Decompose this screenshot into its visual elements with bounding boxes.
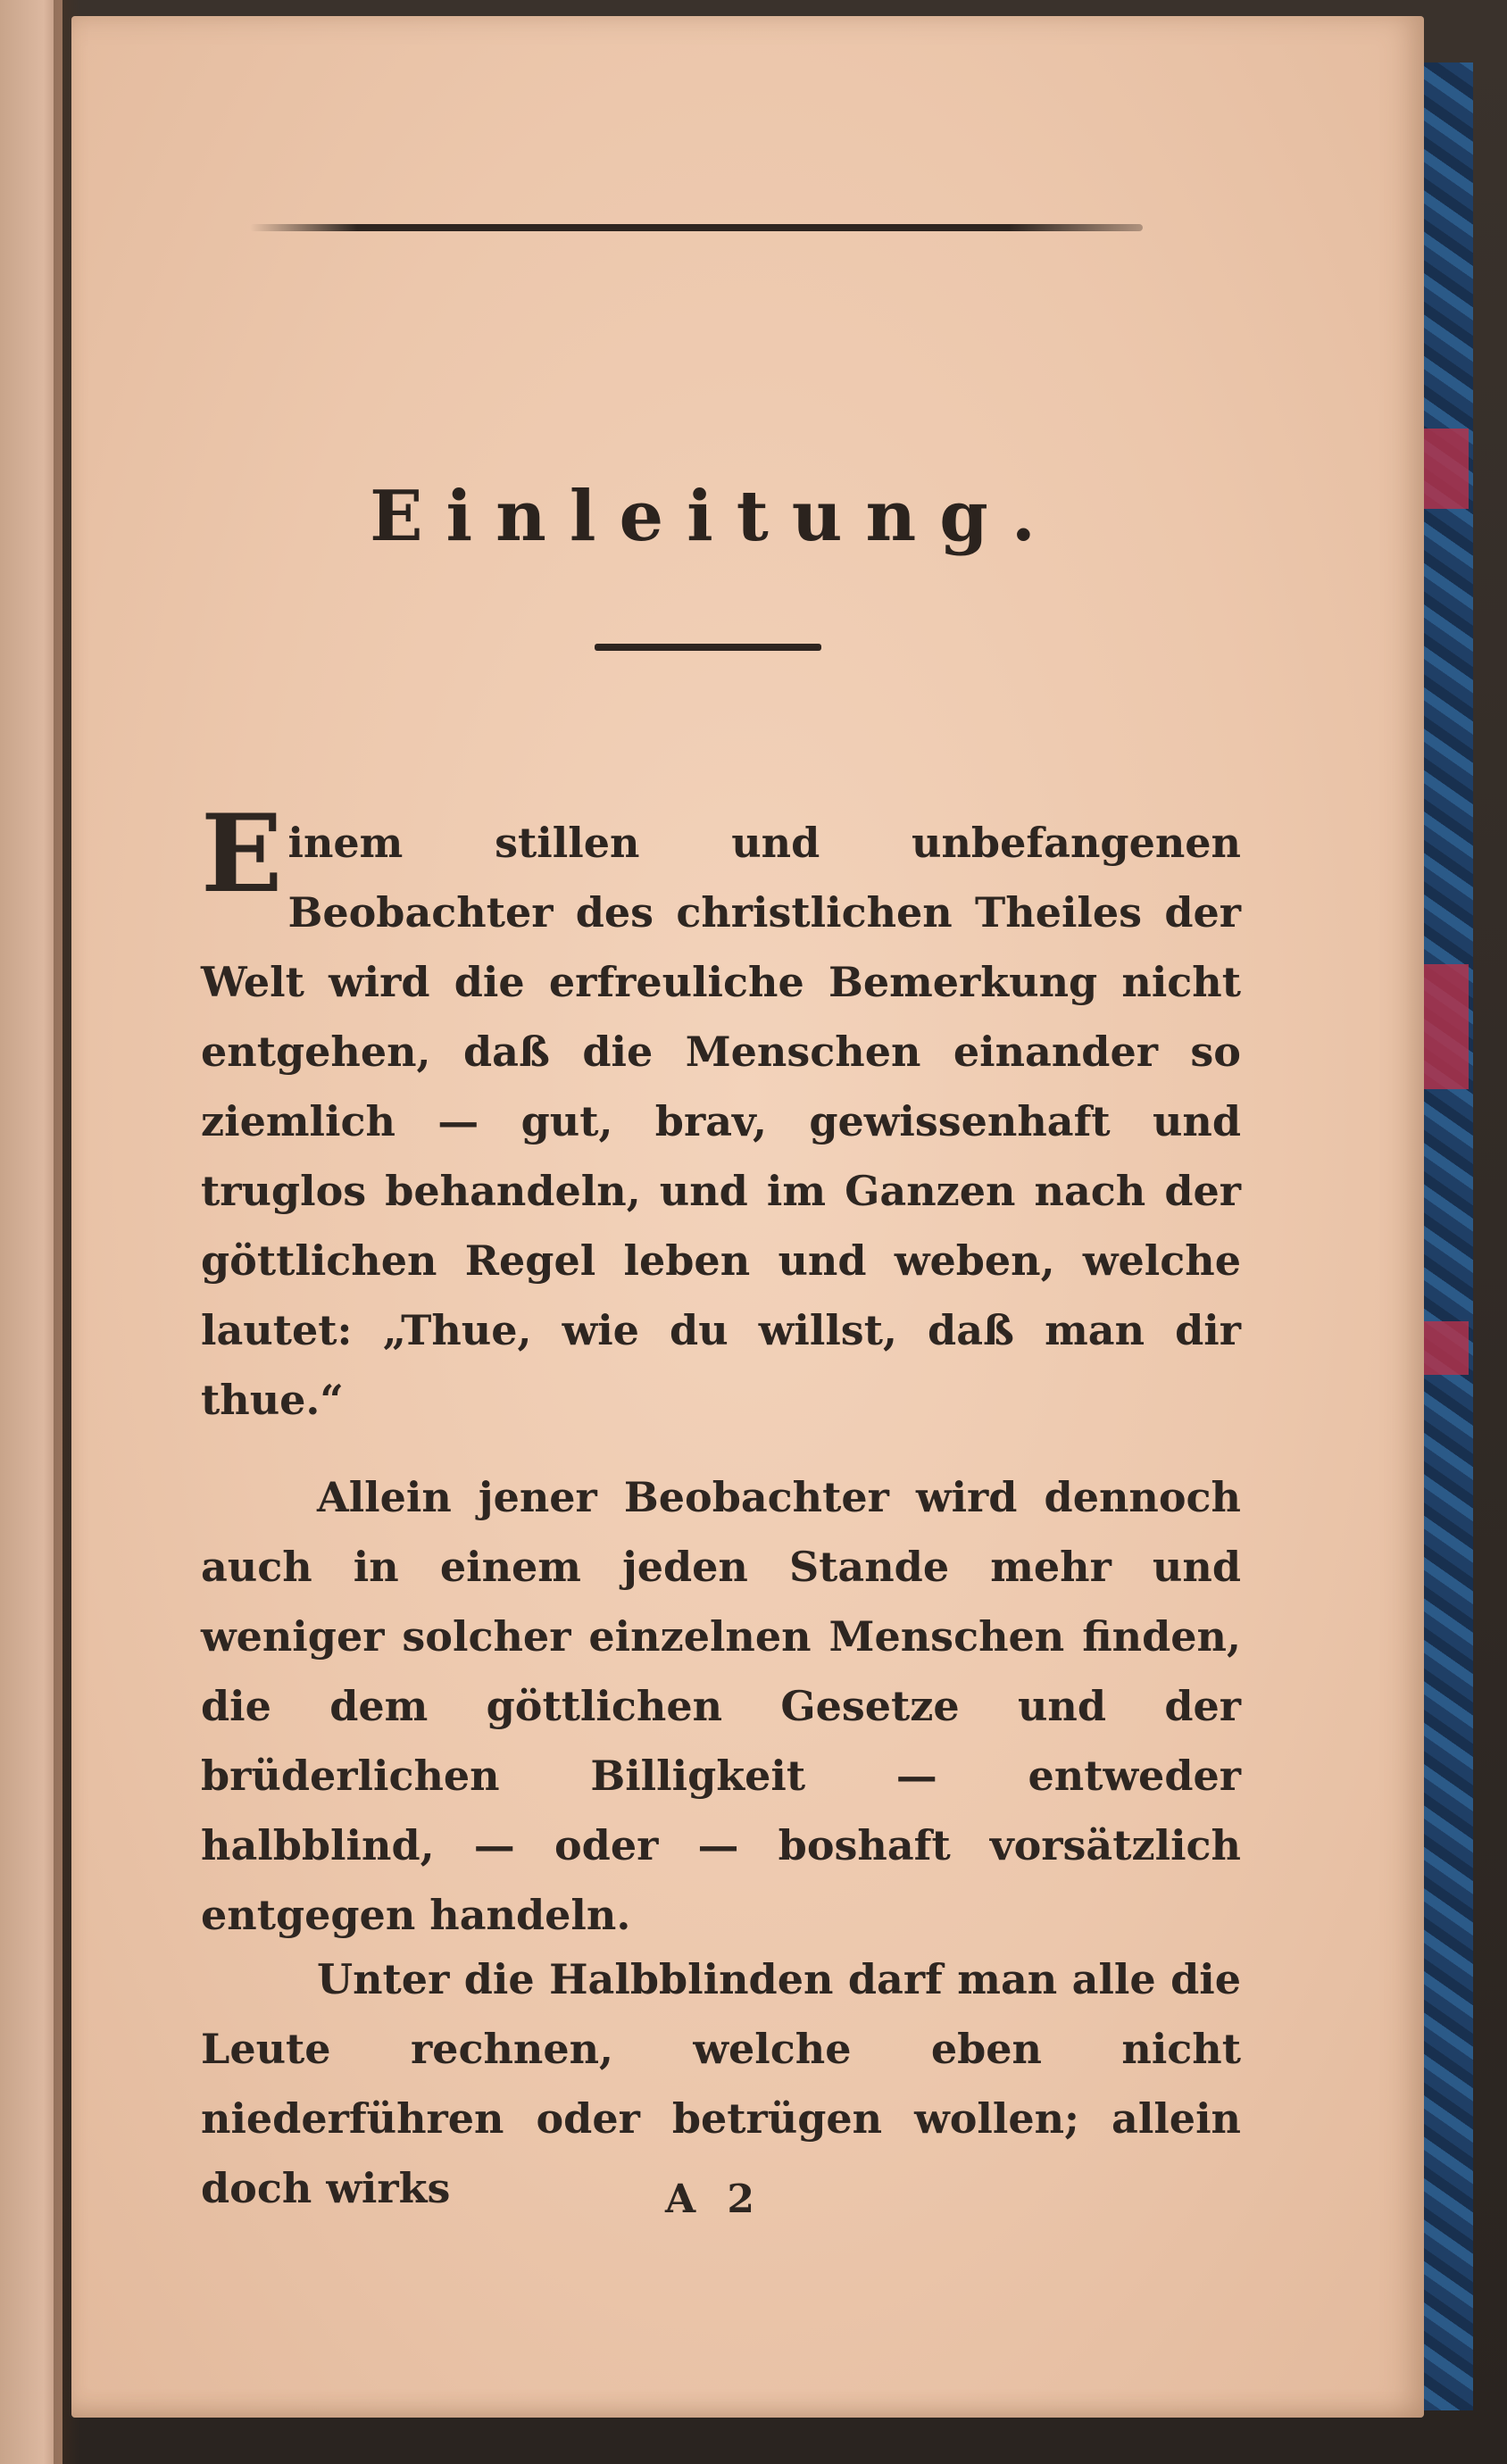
heading-rule	[595, 644, 821, 651]
page-heading: Einleitung.	[370, 476, 1059, 557]
marbled-cover-red-streak	[1424, 429, 1469, 509]
marbled-cover	[1420, 62, 1473, 2410]
top-ornamental-rule	[250, 224, 1143, 231]
drop-cap: E	[201, 791, 283, 917]
paragraph-1	[201, 791, 1241, 1435]
signature-mark: A 2	[664, 2177, 764, 2222]
paragraph-1-text: inem stillen und unbefangenen Beobachter des christlichen Theiles der Welt wird die erfreuliche Bemerkung nicht entgehen, daß die Menschen einander so ziemlich — gut, brav, gewissenhaft und truglos behandeln, und im Ganzen nach der göttlichen Regel leben und weben, welche lautet: „Thue, wie du willst, daß man dir thue.“	[201, 819, 1241, 1424]
paragraph-2: Allein jener Beobachter wird dennoch auch in einem jeden Stande mehr und weniger solcher einzelnen Menschen finden, die dem göttlichen Gesetze und der brüderlichen Billigkeit — entweder halbblind, — oder — boshaft vorsätzlich entgegen handeln.	[201, 1473, 1241, 1939]
book-page	[71, 16, 1424, 2418]
marbled-cover-red-streak	[1424, 964, 1469, 1089]
paragraph-3: Unter die Halbblinden darf man alle die Leute rechnen, welche eben nicht niederführen oder betrügen wollen; allein doch wirks	[201, 1955, 1241, 2212]
marbled-cover-red-streak	[1424, 1321, 1469, 1375]
